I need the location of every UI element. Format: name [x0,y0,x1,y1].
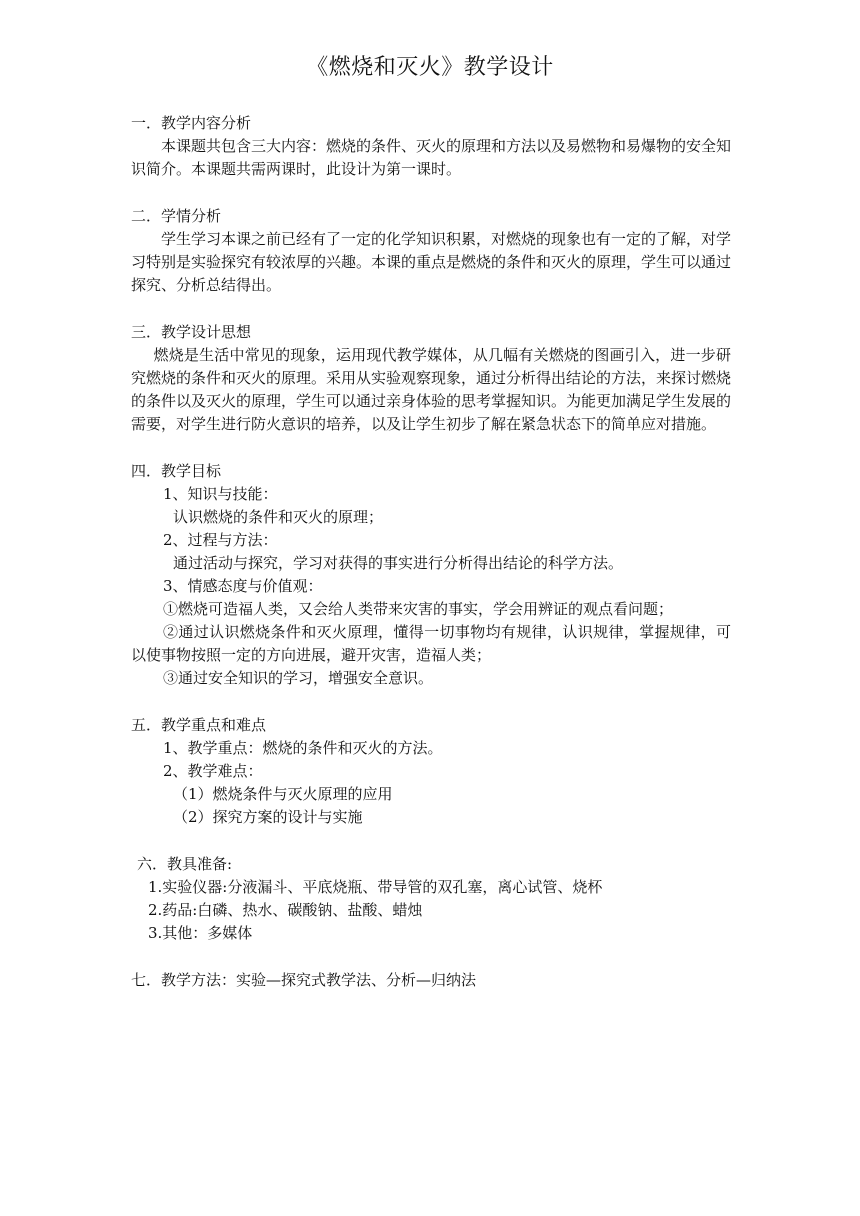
objective-detail: ①燃烧可造福人类，又会给人类带来灾害的事实，学会用辨证的观点看问题； [163,600,674,618]
section-heading: 四．教学目标 [131,462,222,480]
section-paragraph: 学生学习本课之前已经有了一定的化学知识积累，对燃烧的现象也有一定的了解，对学习特别是实验探究有较浓厚的兴趣。本课的重点是燃烧的条件和灭火的原理，学生可以通过探究、分析总结得出。 [131,230,732,294]
section-paragraph: 本课题共包含三大内容：燃烧的条件、灭火的原理和方法以及易燃物和易爆物的安全知识简介。本课题共需两课时，此设计为第一课时。 [131,137,732,178]
aid-item: 1.实验仪器:分液漏斗、平底烧瓶、带导管的双孔塞，离心试管、烧杯 [148,878,603,896]
objective-detail: 认识燃烧的条件和灭火的原理； [173,508,384,526]
document-body [131,112,731,992]
section-design-idea [131,321,731,436]
section-heading: 七．教学方法：实验—探究式教学法、分析—归纳法 [131,971,477,989]
key-point-item: 1、教学重点：燃烧的条件和灭火的方法。 [163,739,443,757]
section-heading: 五．教学重点和难点 [131,716,267,734]
objective-item: 2、过程与方法： [163,531,278,549]
key-point-detail: （2）探究方案的设计与实施 [173,808,363,826]
objective-detail: ②通过认识燃烧条件和灭火原理，懂得一切事物均有规律，认识规律，掌握规律，可以使事物按照一定的方向进展，避开灾害，造福人类； [131,623,731,664]
section-paragraph: 燃烧是生活中常见的现象，运用现代教学媒体，从几幅有关燃烧的图画引入，进一步研究燃烧的条件和灭火的原理。采用从实验观察现象，通过分析得出结论的方法，来探讨燃烧的条件以及灭火的原理，学生可以通过亲身体验的思考掌握知识。为能更加满足学生发展的需要，对学生进行防火意识的培养，以及让学生初步了解在紧急状态下的简单应对措施。 [131,346,732,433]
section-objectives [131,460,731,690]
section-heading: 三．教学设计思想 [131,323,252,341]
key-point-item: 2、教学难点： [163,762,263,780]
objective-item: 3、情感态度与价值观： [163,577,323,595]
key-point-detail: （1）燃烧条件与灭火原理的应用 [173,785,393,803]
section-heading: 一．教学内容分析 [131,114,252,132]
section-content-analysis [131,112,731,181]
section-teaching-aids [131,853,731,945]
section-heading: 二．学情分析 [131,207,222,225]
objective-detail: 通过活动与探究，学习对获得的事实进行分析得出结论的科学方法。 [173,554,624,572]
document-title: 《燃烧和灭火》教学设计 [306,55,554,80]
objective-item: 1、知识与技能： [163,485,278,503]
objective-detail: ③通过安全知识的学习，增强安全意识。 [163,669,434,687]
section-learner-analysis [131,205,731,297]
section-key-points [131,714,731,829]
section-teaching-method [131,969,731,992]
section-heading: 六．教具准备: [137,855,233,873]
aid-item: 3.其他：多媒体 [148,924,253,942]
aid-item: 2.药品:白磷、热水、碳酸钠、盐酸、蜡烛 [148,901,423,919]
